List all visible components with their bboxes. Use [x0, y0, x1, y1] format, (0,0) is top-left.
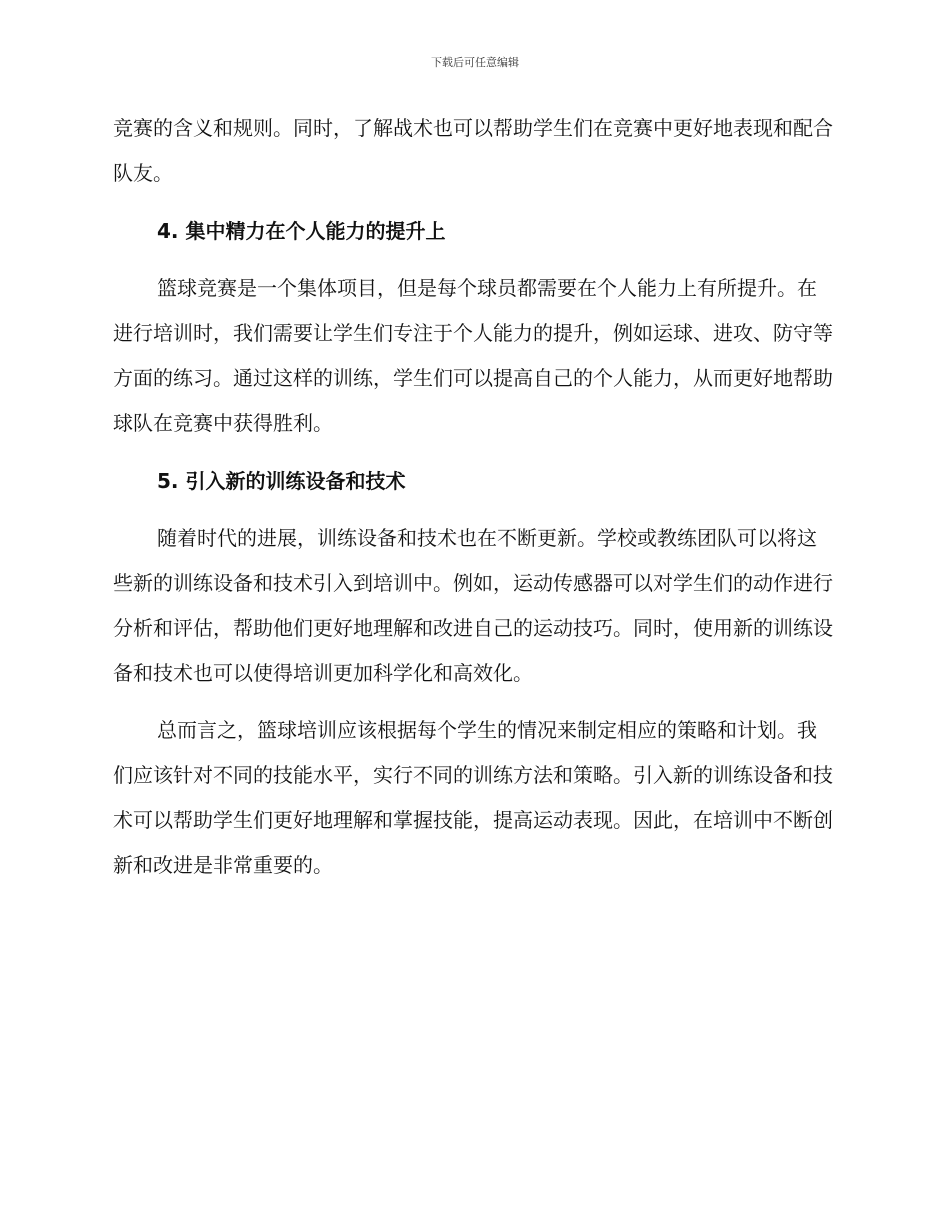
paragraph-section-5: 随着时代的进展，训练设备和技术也在不断更新。学校或教练团队可以将这些新的训练设备和技术引入到培训中。例如，运动传感器可以对学生们的动作进行分析和评估，帮助他们更好地理解和改进自己的运动技巧。同时，使用新的训练设备和技术也可以使得培训更加科学化和高效化。	[113, 526, 833, 685]
paragraph-section-4: 篮球竞赛是一个集体项目，但是每个球员都需要在个人能力上有所提升。在进行培训时，我们需要让学生们专注于个人能力的提升，例如运球、进攻、防守等方面的练习。通过这样的训练，学生们可以提高自己的个人能力，从而更好地帮助球队在竞赛中获得胜利。	[113, 276, 833, 435]
section-heading-4: 4. 集中精力在个人能力的提升上	[157, 219, 446, 243]
paragraph-continued: 竞赛的含义和规则。同时，了解战术也可以帮助学生们在竞赛中更好地表现和配合队友。	[113, 116, 833, 185]
header-note: 下载后可任意编辑	[431, 56, 519, 69]
section-heading-5: 5. 引入新的训练设备和技术	[157, 469, 406, 493]
paragraph-summary: 总而言之，篮球培训应该根据每个学生的情况来制定相应的策略和计划。我们应该针对不同的技能水平，实行不同的训练方法和策略。引入新的训练设备和技术可以帮助学生们更好地理解和掌握技能，提高运动表现。因此，在培训中不断创新和改进是非常重要的。	[113, 718, 833, 877]
